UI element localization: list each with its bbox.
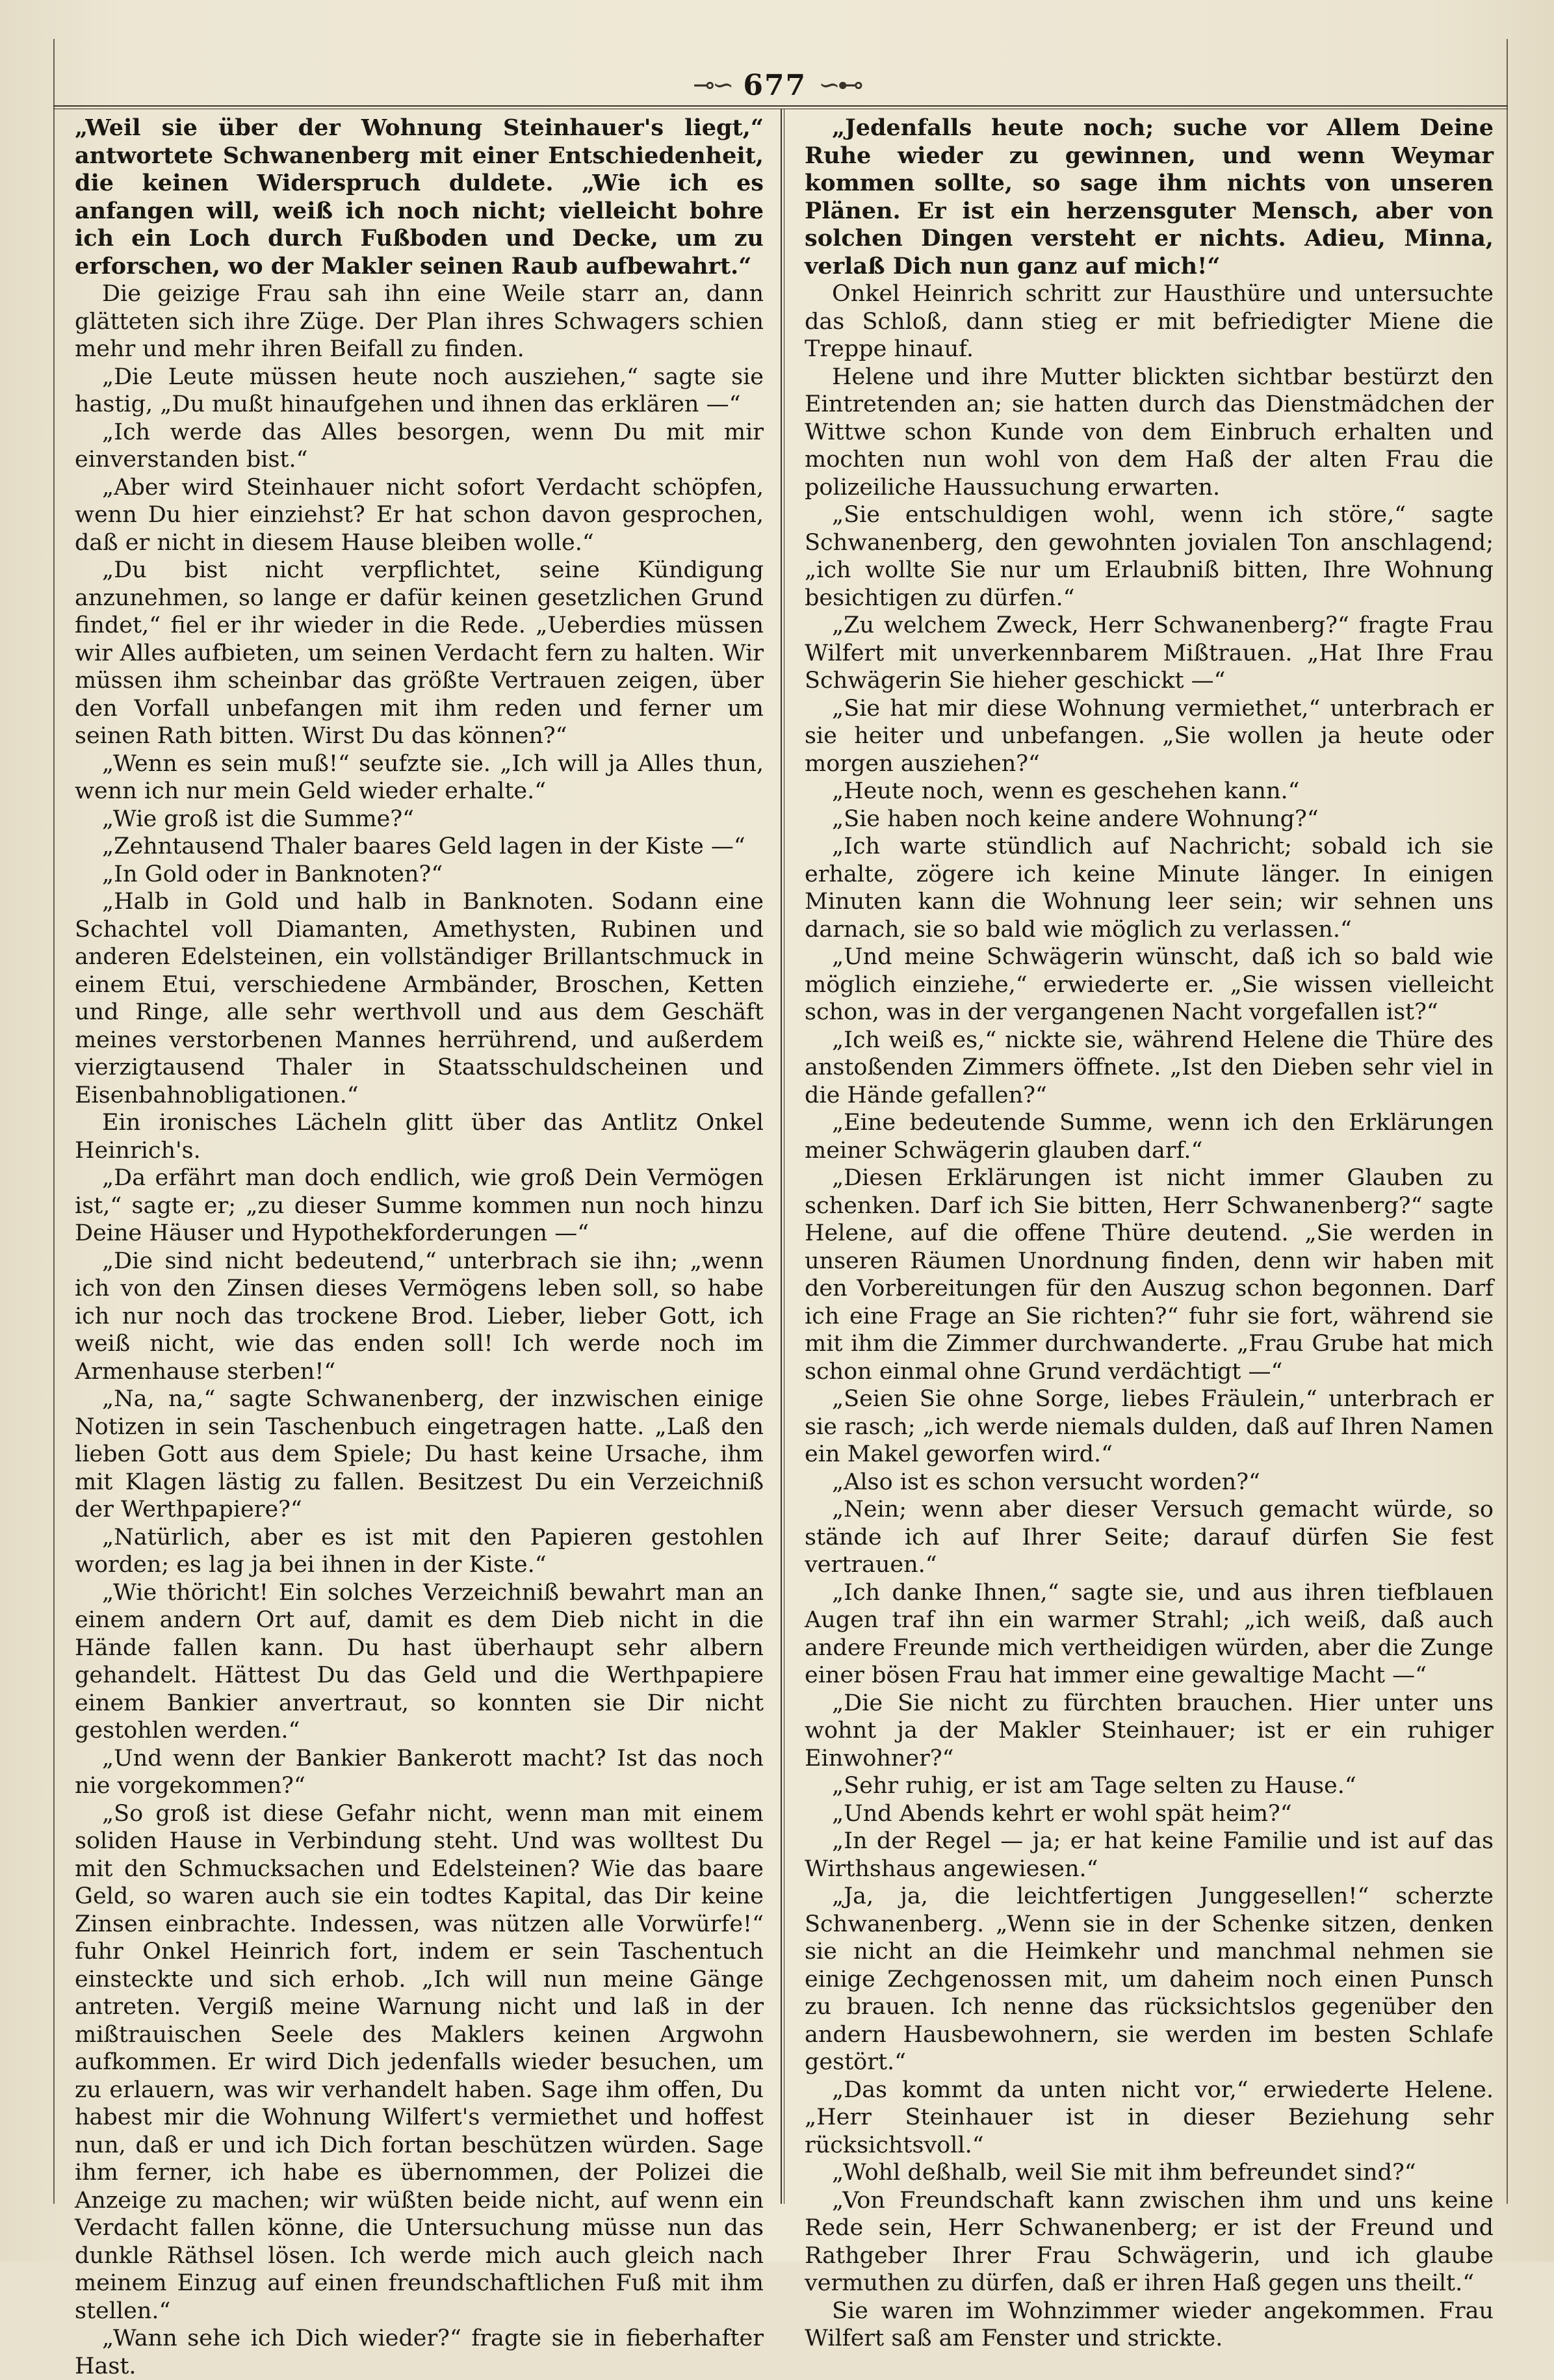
paragraph: „Zu welchem Zweck, Herr Schwanenberg?“ fragte Frau Wilfert mit unverkennbarem Mißtrauen. „Hat Ihre Frau Schwägerin Sie hieher geschickt —“ (805, 612, 1494, 694)
column-divider (781, 109, 784, 2204)
paragraph: „Wann sehe ich Dich wieder?“ fragte sie in fieberhafter Hast. (75, 2325, 764, 2379)
paragraph: „Seien Sie ohne Sorge, liebes Fräulein,“ unterbrach er sie rasch; „ich werde niemals dulden, daß auf Ihren Namen ein Makel geworfen wird.“ (805, 1386, 1494, 1467)
page-number: 677 (743, 68, 807, 102)
paragraph: „Wenn es sein muß!“ seufzte sie. „Ich will ja Alles thun, wenn ich nur mein Geld wieder erhalte.“ (75, 750, 764, 804)
paragraph: „Eine bedeutende Summe, wenn ich den Erklärungen meiner Schwägerin glauben darf.“ (805, 1110, 1494, 1164)
paragraph: Die geizige Frau sah ihn eine Weile starr an, dann glätteten sich ihre Züge. Der Plan ihres Schwagers schien mehr und mehr ihren Beifall zu finden. (75, 281, 764, 362)
paragraph: „Natürlich, aber es ist mit den Papieren gestohlen worden; es lag ja bei ihnen in der Kiste.“ (75, 1524, 764, 1578)
paragraph: „Die Sie nicht zu fürchten brauchen. Hier unter uns wohnt ja der Makler Steinhauer; ist er ein ruhiger Einwohner?“ (805, 1690, 1494, 1772)
paragraph: „Und Abends kehrt er wohl spät heim?“ (832, 1800, 1292, 1827)
paragraph: „In Gold oder in Banknoten?“ (102, 861, 443, 887)
ornament-right-icon: ∽⊷ (818, 70, 861, 100)
paragraph: „Wie thöricht! Ein solches Verzeichniß bewahrt man an einem andern Ort auf, damit es dem Dieb nicht in die Hände fallen kann. Du hast überhaupt sehr albern gehandelt. Hättest Du das Geld und die Werthpapiere einem Bankier anvertraut, so konnten sie Dir nicht gestohlen werden.“ (75, 1579, 764, 1744)
paragraph: „Ich warte stündlich auf Nachricht; sobald ich sie erhalte, zögere ich keine Minute länger. In einigen Minuten kann die Wohnung leer sein; wir sehnen uns darnach, sie so bald wie möglich zu verlassen.“ (805, 833, 1494, 943)
right-border-line (1507, 39, 1508, 2204)
paragraph: „Wohl deßhalb, weil Sie mit ihm befreundet sind?“ (832, 2160, 1416, 2186)
paragraph: „Zehntausend Thaler baares Geld lagen in der Kiste —“ (102, 833, 745, 859)
paragraph: „Da erfährt man doch endlich, wie groß Dein Vermögen ist,“ sagte er; „zu dieser Summe kommen nun noch hinzu Deine Häuser und Hypothekforderungen —“ (75, 1165, 764, 1246)
right-column (805, 114, 1494, 2351)
paragraph: „Sie entschuldigen wohl, wenn ich störe,“ sagte Schwanenberg, den gewohnten jovialen Ton anschlagend; „ich wollte Sie nur um Erlaubniß bitten, Ihre Wohnung besichtigen zu dürfen.“ (805, 502, 1494, 611)
paragraph: „Du bist nicht verpflichtet, seine Kündigung anzunehmen, so lange er dafür keinen gesetzlichen Grund findet,“ fiel er ihr wieder in die Rede. „Ueberdies müssen wir Alles aufbieten, um seinen Verdacht fern zu halten. Wir müssen ihm scheinbar das größte Vertrauen zeigen, über den Vorfall unbefangen mit ihm reden und ferner um seinen Rath bitten. Wirst Du das können?“ (75, 557, 764, 749)
left-border-line (53, 39, 55, 2204)
ornament-left-icon: ⊸∽ (693, 70, 732, 100)
paragraph: Sie waren im Wohnzimmer wieder angekommen. Frau Wilfert saß am Fenster und strickte. (805, 2297, 1494, 2351)
paragraph: „Also ist es schon versucht worden?“ (832, 1469, 1260, 1495)
paragraph: „Sehr ruhig, er ist am Tage selten zu Hause.“ (832, 1773, 1356, 1799)
paragraph: Ein ironisches Lächeln glitt über das Antlitz Onkel Heinrich's. (75, 1110, 764, 1164)
paragraph: „Und meine Schwägerin wünscht, daß ich so bald wie möglich einziehe,“ erwiederte er. „Sie wissen vielleicht schon, was in der vergangenen Nacht vorgefallen ist?“ (805, 944, 1494, 1025)
paragraph: „Ja, ja, die leichtfertigen Junggesellen!“ scherzte Schwanenberg. „Wenn sie in der Schenke sitzen, denken sie nicht an die Heimkehr und manchmal nehmen sie einige Zechgenossen mit, um daheim noch einen Punsch zu brauen. Ich nenne das rücksichtslos gegenüber den andern Hausbewohnern, sie werden im besten Schlafe gestört.“ (805, 1883, 1494, 2075)
paragraph: „Ich weiß es,“ nickte sie, während Helene die Thüre des anstoßenden Zimmers öffnete. „Ist den Dieben sehr viel in die Hände gefallen?“ (805, 1027, 1494, 1108)
paragraph: „Wie groß ist die Summe?“ (102, 805, 415, 832)
paragraph: „Sie haben noch keine andere Wohnung?“ (832, 805, 1319, 832)
paragraph: Helene und ihre Mutter blickten sichtbar bestürzt den Eintretenden an; sie hatten durch das Dienstmädchen der Wittwe schon Kunde von dem Einbruch erhalten und mochten nun wohl von dem Haß der alten Frau die polizeiliche Haussuchung erwarten. (805, 363, 1494, 501)
paragraph: „Sie hat mir diese Wohnung vermiethet,“ unterbrach er sie heiter und unbefangen. „Sie wollen ja heute oder morgen ausziehen?“ (805, 695, 1494, 777)
paragraph: „So groß ist diese Gefahr nicht, wenn man mit einem soliden Hause in Verbindung steht. Und was wolltest Du mit den Schmucksachen und Edelsteinen? Wie das baare Geld, so waren auch sie ein todtes Kapital, das Dir keine Zinsen einbrachte. Indessen, was nützen alle Vorwürfe!“ fuhr Onkel Heinrich fort, indem er sein Taschentuch einsteckte und sich erhob. „Ich will nun meine Gänge antreten. Vergiß meine Warnung nicht und laß in der mißtrauischen Seele des Maklers keinen Argwohn aufkommen. Er wird Dich jedenfalls wieder besuchen, um zu erlauern, was wir verhandelt haben. Sage ihm offen, Du habest mir die Wohnung Wilfert's vermiethet und hoffest nun, daß er und ich Dich fortan beschützen würden. Sage ihm ferner, ich habe es übernommen, der Polizei die Anzeige zu machen; wir wüßten beide nicht, auf wenn ein Verdacht fallen könne, die Untersuchung müsse nun das dunkle Räthsel lösen. Ich werde mich auch gleich nach meinem Einzug auf einen freundschaftlichen Fuß mit ihm stellen.“ (75, 1800, 764, 2324)
paragraph: „In der Regel — ja; er hat keine Familie und ist auf das Wirthshaus angewiesen.“ (805, 1828, 1494, 1882)
paragraph: „Das kommt da unten nicht vor,“ erwiederte Helene. „Herr Steinhauer ist in dieser Beziehung sehr rücksichtsvoll.“ (805, 2076, 1494, 2158)
paragraph: „Jedenfalls heute noch; suche vor Allem Deine Ruhe wieder zu gewinnen, und wenn Weymar kommen sollte, so sage ihm nichts von unseren Plänen. Er ist ein herzensguter Mensch, aber von solchen Dingen versteht er nichts. Adieu, Minna, verlaß Dich nun ganz auf mich!“ (805, 114, 1494, 280)
paragraph: „Halb in Gold und halb in Banknoten. Sodann eine Schachtel voll Diamanten, Amethysten, Rubinen und anderen Edelsteinen, ein vollständiger Brillantschmuck in einem Etui, verschiedene Armbänder, Broschen, Ketten und Ringe, alle sehr werthvoll und aus dem Geschäft meines verstorbenen Mannes herrührend, und außerdem vierzigtausend Thaler in Staatsschuldscheinen und Eisenbahnobligationen.“ (75, 889, 764, 1108)
page-header (0, 62, 1554, 108)
paragraph: „Na, na,“ sagte Schwanenberg, der inzwischen einige Notizen in sein Taschenbuch eingetragen hatte. „Laß den lieben Gott aus dem Spiele; Du hast keine Ursache, ihm mit Klagen lästig zu fallen. Besitzest Du ein Verzeichniß der Werthpapiere?“ (75, 1386, 764, 1523)
paragraph: „Die sind nicht bedeutend,“ unterbrach sie ihn; „wenn ich von den Zinsen dieses Vermögens leben soll, so habe ich nur noch das trockene Brod. Lieber, lieber Gott, ich weiß nicht, wie das enden soll! Ich werde noch im Armenhause sterben!“ (75, 1248, 764, 1385)
left-column (75, 114, 764, 2379)
paragraph: „Die Leute müssen heute noch ausziehen,“ sagte sie hastig, „Du mußt hinaufgehen und ihnen das erklären —“ (75, 363, 764, 417)
paragraph: Onkel Heinrich schritt zur Hausthüre und untersuchte das Schloß, dann stieg er mit befriedigter Miene die Treppe hinauf. (805, 281, 1494, 362)
paragraph: „Heute noch, wenn es geschehen kann.“ (832, 778, 1300, 804)
paragraph: „Und wenn der Bankier Bankerott macht? Ist das noch nie vorgekommen?“ (75, 1745, 764, 1799)
paragraph: „Ich danke Ihnen,“ sagte sie, und aus ihren tiefblauen Augen traf ihn ein warmer Strahl; „ich weiß, daß auch andere Freunde mich vertheidigen würden, aber die Zunge einer bösen Frau hat immer eine gewaltige Macht —“ (805, 1579, 1494, 1688)
paragraph: „Weil sie über der Wohnung Steinhauer's liegt,“ antwortete Schwanenberg mit einer Entschiedenheit, die keinen Widerspruch duldete. „Wie ich es anfangen will, weiß ich noch nicht; vielleicht bohre ich ein Loch durch Fußboden und Decke, um zu erforschen, wo der Makler seinen Raub aufbewahrt.“ (75, 114, 764, 280)
paragraph: „Ich werde das Alles besorgen, wenn Du mit mir einverstanden bist.“ (75, 419, 764, 473)
paragraph: „Aber wird Steinhauer nicht sofort Verdacht schöpfen, wenn Du hier einziehst? Er hat schon davon gesprochen, daß er nicht in diesem Hause bleiben wolle.“ (75, 474, 764, 556)
paragraph: „Nein; wenn aber dieser Versuch gemacht würde, so stände ich auf Ihrer Seite; darauf dürfen Sie fest vertrauen.“ (805, 1497, 1494, 1578)
paragraph: „Von Freundschaft kann zwischen ihm und uns keine Rede sein, Herr Schwanenberg; er ist der Freund und Rathgeber Ihrer Frau Schwägerin, und ich glaube vermuthen zu dürfen, daß er ihren Haß gegen uns theilt.“ (805, 2187, 1494, 2296)
paragraph: „Diesen Erklärungen ist nicht immer Glauben zu schenken. Darf ich Sie bitten, Herr Schwanenberg?“ sagte Helene, auf die offene Thüre deutend. „Sie werden in unseren Räumen Unordnung finden, denn wir haben mit den Vorbereitungen für den Auszug schon begonnen. Darf ich eine Frage an Sie richten?“ fuhr sie fort, während sie mit ihm die Zimmer durchwanderte. „Frau Grube hat mich schon einmal ohne Grund verdächtigt —“ (805, 1165, 1494, 1385)
